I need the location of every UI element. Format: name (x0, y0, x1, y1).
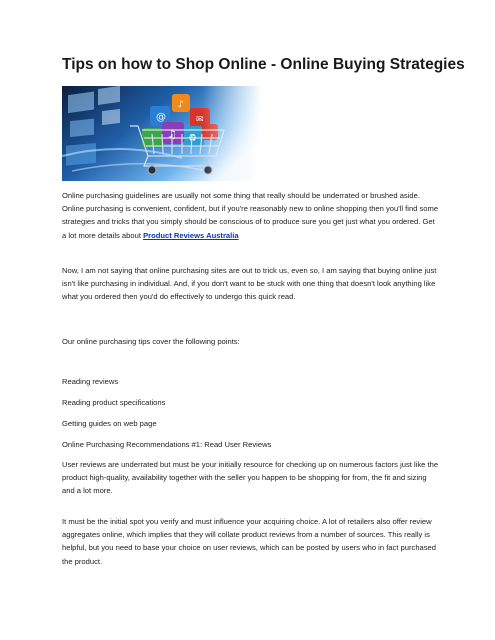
product-reviews-link[interactable]: Product Reviews Australia (143, 230, 239, 240)
cart-illustration (62, 86, 262, 181)
list-item: Reading product specifications (62, 398, 166, 407)
list-item: Reading reviews (62, 377, 119, 386)
page-title: Tips on how to Shop Online - Online Buying Strategies (62, 56, 465, 73)
second-paragraph: Now, I am not saying that online purchasing sites are out to trick us, even so, I am saying that buying online just isn't like purchasing in individual. And, if you don't want to be stuck with one thing that doesn't look anything like what you ordered then you'd do effectively to undergo this quick read. (62, 266, 437, 302)
shopping-cart-image (62, 86, 262, 181)
list-item: Getting guides on web page (62, 419, 157, 428)
review-aggregates-paragraph: It must be the initial spot you verify and must influence your acquiring choice. A lot of retailers also offer review aggregates online, which implies that they will collate product reviews from a number of sources. This really is helpful, but you need to base your choice on user reviews, which can be posted by users who in fact purchased the product. (62, 517, 437, 566)
section-heading: Online Purchasing Recommendations #1: Read User Reviews (62, 440, 272, 449)
user-reviews-paragraph: User reviews are underrated but must be your initially resource for checking up on numerous factors just like the product high-quality, availability together with the seller you happen to be shopping for from, the fit and sizing and a lot more. (62, 460, 439, 496)
intro-text: Online purchasing guidelines are usually not some thing that really should be underrated or brushed aside. Online purchasing is convenient, confident, but if you're reasonably new to online shopping then you'll find some strategies and tricks that you simply should be conscious of to produce sure you get just what you ordered. Get a lot more details about (62, 191, 439, 240)
tips-intro: Our online purchasing tips cover the following points: (62, 337, 240, 346)
intro-paragraph (62, 189, 440, 242)
